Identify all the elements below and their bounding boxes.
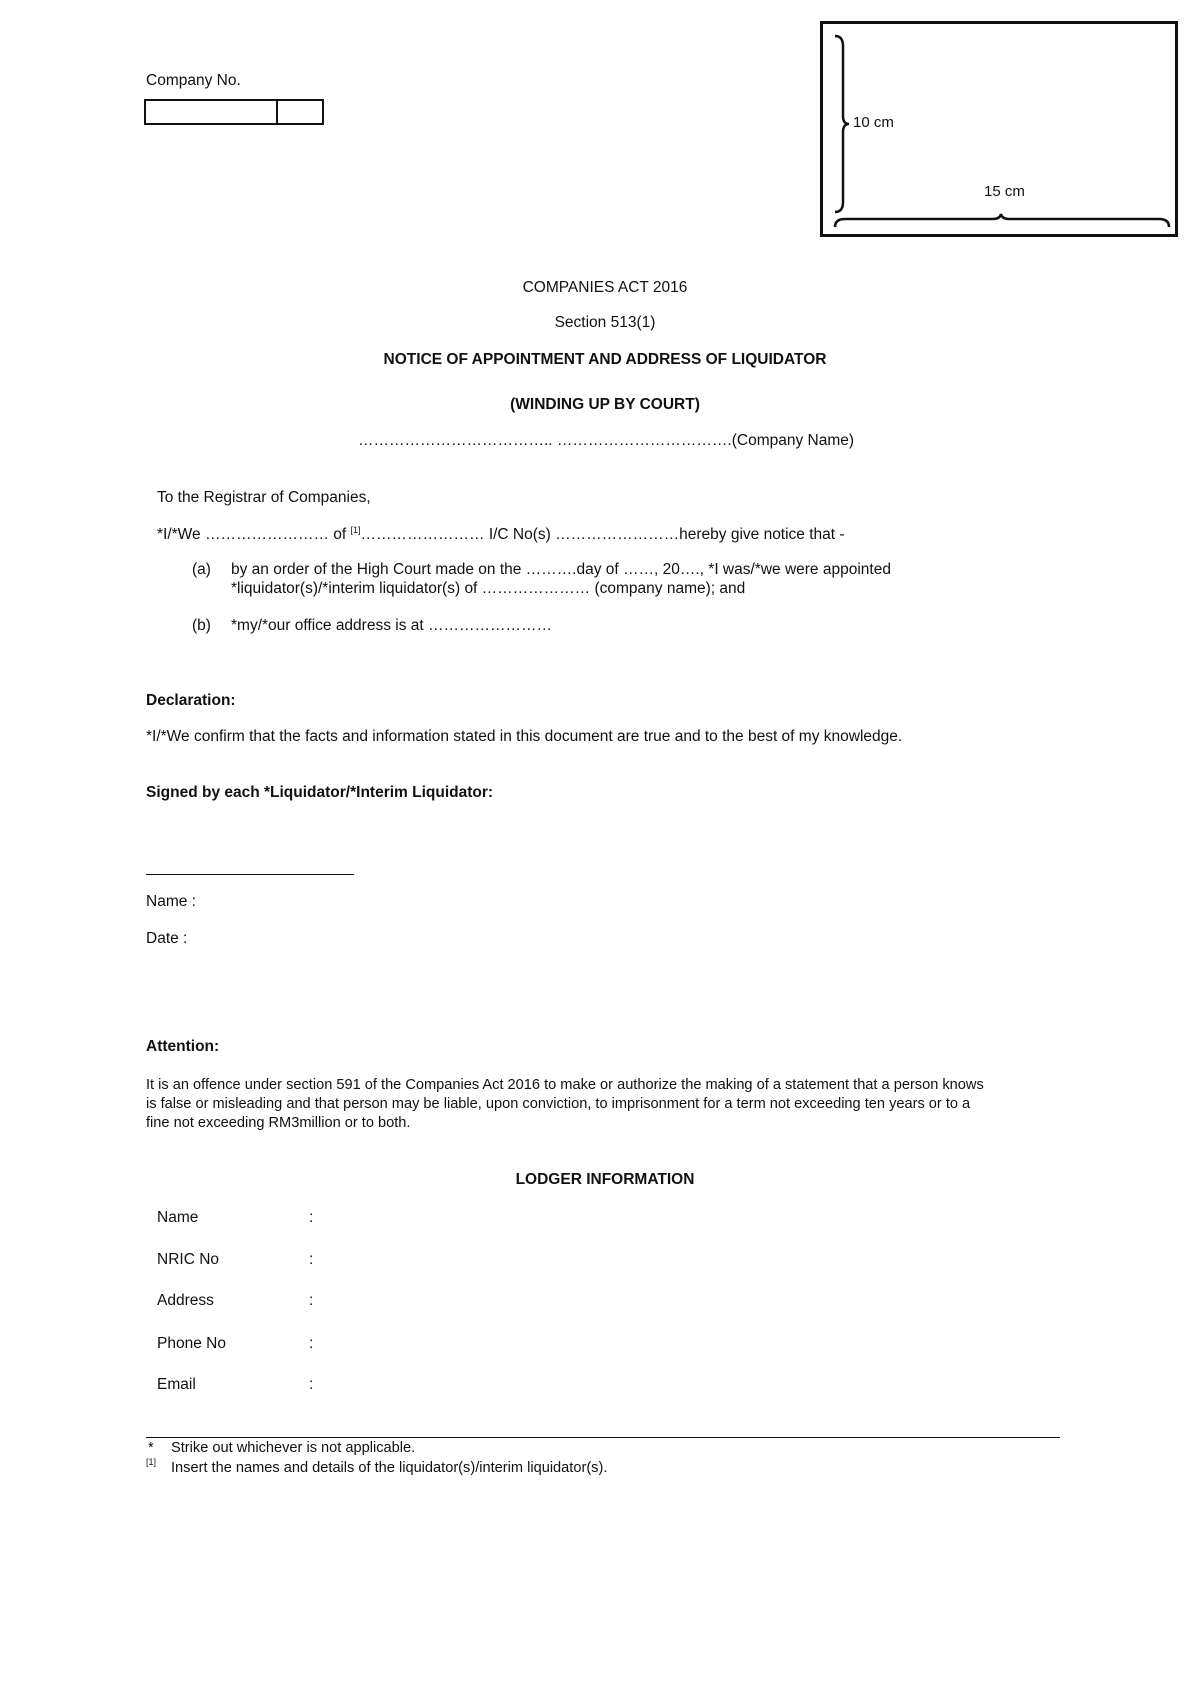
lodger-email-colon: :: [309, 1376, 314, 1393]
width-dimension-label: 15 cm: [984, 183, 1025, 200]
section-number: Section 513(1): [554, 314, 656, 331]
footnote-1-text: Strike out whichever is not applicable.: [171, 1440, 416, 1456]
lodger-name-colon: :: [309, 1209, 314, 1226]
act-title: COMPANIES ACT 2016: [522, 279, 688, 296]
vertical-bracket: [835, 36, 849, 212]
company-no-label: Company No.: [146, 72, 241, 89]
lodger-address-label: Address: [157, 1292, 214, 1309]
declaration-text: *I/*We confirm that the facts and information stated in this document are true and to the best of my knowledge.: [146, 728, 903, 745]
lodger-address-colon: :: [309, 1292, 314, 1309]
item-a-line-2: *liquidator(s)/*interim liquidator(s) of ………………… (company name); and: [231, 580, 746, 597]
attention-line-1: It is an offence under section 591 of the Companies Act 2016 to make or authorize the making of a statement that a person knows: [146, 1077, 984, 1093]
signature-date-label: Date :: [146, 930, 188, 947]
notice-part-2: …………………… I/C No(s) ……………………hereby give notice that -: [360, 526, 845, 543]
signature-line[interactable]: [146, 874, 354, 875]
form-title: NOTICE OF APPOINTMENT AND ADDRESS OF LIQUIDATOR: [383, 351, 827, 368]
company-name-line: [358, 432, 854, 450]
item-a-line-1: by an order of the High Court made on the ……….day of ……, 20…., *I was/*we were appointed: [231, 561, 891, 578]
company-no-box[interactable]: [144, 99, 324, 125]
horizontal-bracket: [835, 214, 1169, 227]
notice-part-1: *I/*We …………………… of: [157, 526, 351, 543]
lodger-email-label: Email: [157, 1376, 196, 1393]
item-a-label: (a): [192, 561, 211, 578]
salutation: To the Registrar of Companies,: [157, 489, 371, 506]
photo-placeholder-box: [820, 21, 1178, 237]
footnote-1-mark: *: [148, 1440, 154, 1456]
lodger-name-label: Name: [157, 1209, 199, 1226]
lodger-phone-label: Phone No: [157, 1335, 226, 1352]
footnote-divider: [146, 1437, 1060, 1438]
lodger-heading: LODGER INFORMATION: [515, 1171, 695, 1188]
signature-heading: Signed by each *Liquidator/*Interim Liquidator:: [146, 784, 494, 801]
form-subtitle: (WINDING UP BY COURT): [510, 396, 700, 413]
item-b-text: *my/*our office address is at ……………………: [231, 617, 552, 634]
item-b-label: (b): [192, 617, 211, 634]
notice-statement: [157, 525, 845, 544]
dimension-brackets-graphic: [823, 24, 1181, 240]
company-name-text: ……………………………….. …………………………….(Company Name): [358, 432, 855, 449]
attention-heading: Attention:: [146, 1038, 220, 1055]
lodger-nric-colon: :: [309, 1251, 314, 1268]
attention-line-3: fine not exceeding RM3million or to both.: [146, 1115, 411, 1131]
declaration-heading: Declaration:: [146, 692, 236, 709]
notice-footnote-mark: [1]: [350, 525, 361, 535]
footnote-2-text: Insert the names and details of the liquidator(s)/interim liquidator(s).: [171, 1460, 608, 1476]
signature-name-label: Name :: [146, 893, 196, 910]
attention-line-2: is false or misleading and that person may be liable, upon conviction, to imprisonment for a term not exceeding ten years or to a: [146, 1096, 971, 1112]
footnote-2-mark: [1]: [146, 1457, 157, 1467]
company-no-box-divider: [276, 101, 278, 123]
lodger-nric-label: NRIC No: [157, 1251, 220, 1268]
lodger-phone-colon: :: [309, 1335, 314, 1352]
height-dimension-label: 10 cm: [853, 114, 894, 131]
